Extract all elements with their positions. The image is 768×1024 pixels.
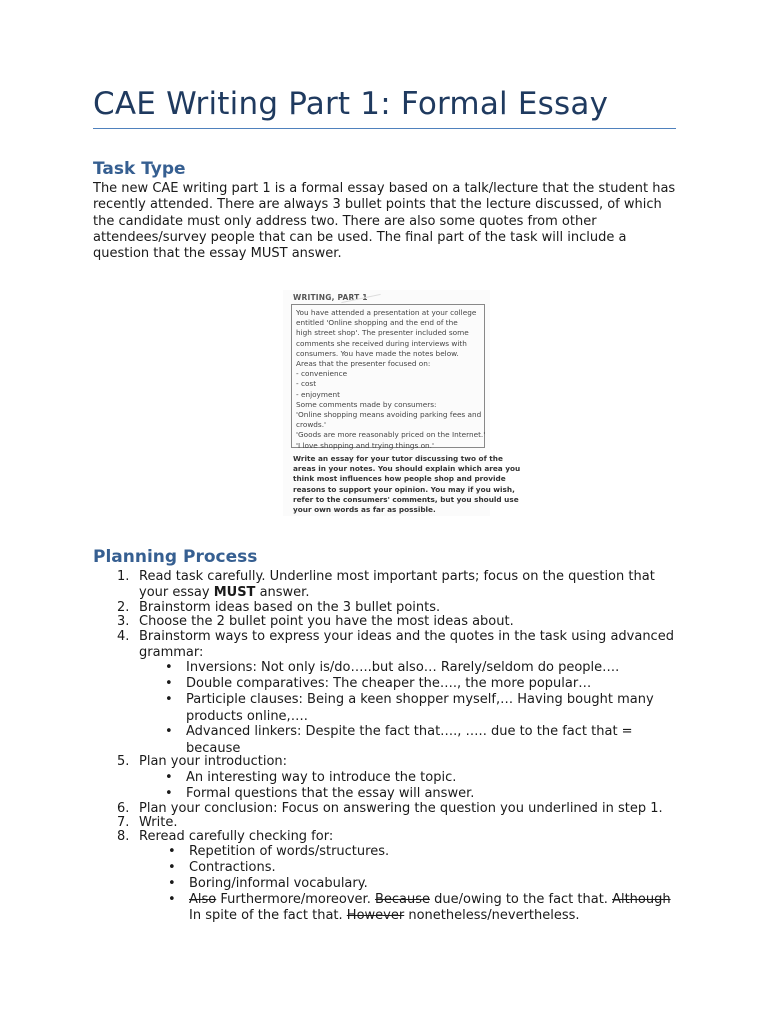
figure-box-line: - cost bbox=[296, 379, 317, 389]
planning-heading: Planning Process bbox=[93, 547, 258, 567]
step-number: 2. bbox=[117, 600, 130, 615]
bullet-mark: • bbox=[168, 876, 176, 891]
figure-box-line: entitled 'Online shopping and the end of the bbox=[296, 318, 458, 328]
bullet-mark: • bbox=[165, 692, 173, 707]
figure-instruction-line: Write an essay for your tutor discussing two of the bbox=[293, 454, 503, 463]
figure-box-line: consumers. You have made the notes below. bbox=[296, 348, 459, 358]
figure-task-box bbox=[291, 304, 485, 448]
step-text: Brainstorm ways to express your ideas and the quotes in the task using advanced bbox=[139, 629, 674, 644]
figure-instruction-line: think most influences how people shop and provide bbox=[293, 474, 506, 484]
figure-instruction-line: reasons to support your opinion. You may if you wish, bbox=[293, 484, 515, 494]
task-example-image bbox=[283, 290, 521, 516]
struck-word: Also bbox=[189, 892, 217, 907]
bullet-text: Advanced linkers: Despite the fact that…., ….. due to the fact that = bbox=[186, 724, 633, 739]
figure-heading: WRITING, PART 1 bbox=[293, 293, 368, 302]
title-underline bbox=[93, 128, 676, 129]
step-text: Choose the 2 bullet point you have the most ideas about. bbox=[139, 614, 514, 629]
bullet-text: Also Furthermore/moreover. Because due/owing to the fact that. Although bbox=[189, 892, 671, 907]
task-type-heading: Task Type bbox=[93, 159, 186, 179]
figure-box-line: Areas that the presenter focused on: bbox=[296, 359, 431, 369]
task-type-line: question that the essay MUST answer. bbox=[93, 246, 342, 262]
figure-box-line: - enjoyment bbox=[296, 389, 340, 399]
bullet-mark: • bbox=[168, 892, 176, 907]
task-type-line: The new CAE writing part 1 is a formal essay based on a talk/lecture that the student has bbox=[93, 181, 676, 196]
step-number: 3. bbox=[117, 614, 130, 629]
bullet-text: In spite of the fact that. However nonetheless/nevertheless. bbox=[189, 908, 580, 923]
struck-word: However bbox=[346, 908, 405, 923]
figure-box-line: 'Online shopping means avoiding parking fees and bbox=[296, 410, 482, 420]
bullet-mark: • bbox=[165, 786, 173, 801]
step-text: Brainstorm ideas based on the 3 bullet points. bbox=[139, 600, 441, 615]
bullet-text: An interesting way to introduce the topic. bbox=[186, 770, 457, 785]
step-number: 8. bbox=[117, 829, 130, 844]
figure-box-line: You have attended a presentation at your college bbox=[296, 308, 477, 317]
bullet-text: Double comparatives: The cheaper the…., the more popular… bbox=[186, 676, 592, 691]
bullet-text: Inversions: Not only is/do…..but also… Rarely/seldom do people…. bbox=[186, 660, 620, 675]
step-number: 4. bbox=[117, 629, 130, 644]
step-text: grammar: bbox=[139, 645, 204, 660]
page-title: CAE Writing Part 1: Formal Essay bbox=[93, 86, 609, 122]
figure-box-line: - convenience bbox=[296, 369, 348, 379]
figure-box-line: comments she received during interviews with bbox=[296, 338, 467, 348]
step-text: your essay MUST answer. bbox=[139, 585, 310, 600]
bullet-text: Boring/informal vocabulary. bbox=[189, 876, 368, 891]
bullet-text: because bbox=[186, 741, 241, 756]
figure-instruction-line: refer to the consumers' comments, but you should use bbox=[293, 494, 519, 504]
step-number: 6. bbox=[117, 801, 130, 816]
figure-box-line: 'Goods are more reasonably priced on the Internet.' bbox=[296, 430, 486, 440]
figure-box-line: crowds.' bbox=[296, 420, 327, 430]
bullet-mark: • bbox=[168, 860, 176, 875]
step-text: Plan your conclusion: Focus on answering the question you underlined in step 1. bbox=[139, 801, 663, 816]
step-text: Write. bbox=[139, 815, 178, 830]
bullet-mark: • bbox=[165, 770, 173, 785]
struck-word: Because bbox=[374, 892, 431, 907]
bullet-mark: • bbox=[165, 660, 173, 675]
task-type-paragraph bbox=[93, 181, 678, 262]
bullet-text: Formal questions that the essay will answer. bbox=[186, 786, 475, 801]
struck-word: Although bbox=[612, 892, 671, 907]
emphasis-must: MUST bbox=[213, 585, 256, 600]
step-text: Reread carefully checking for: bbox=[139, 829, 334, 844]
bullet-mark: • bbox=[165, 724, 173, 739]
step-text: Plan your introduction: bbox=[139, 754, 288, 769]
bullet-text: Repetition of words/structures. bbox=[189, 844, 390, 859]
step-number: 5. bbox=[117, 754, 130, 769]
step-number: 1. bbox=[117, 569, 130, 584]
figure-instructions bbox=[293, 454, 521, 515]
task-type-line: recently attended. There are always 3 bullet points that the lecture discussed, of which bbox=[93, 197, 662, 213]
step-number: 7. bbox=[117, 815, 130, 830]
step-text: Read task carefully. Underline most important parts; focus on the question that bbox=[139, 569, 655, 584]
bullet-mark: • bbox=[165, 676, 173, 691]
figure-box-line: high street shop'. The presenter included some bbox=[296, 328, 469, 338]
task-type-line: the candidate must only address two. There are also some quotes from other bbox=[93, 213, 597, 229]
task-type-line: attendees/survey people that can be used. The final part of the task will include a bbox=[93, 229, 627, 245]
figure-box-line: 'I love shopping and trying things on.' bbox=[296, 440, 434, 450]
bullet-text: Participle clauses: Being a keen shopper myself,… Having bought many bbox=[186, 692, 654, 707]
figure-box-line: Some comments made by consumers: bbox=[296, 399, 437, 409]
bullet-text: Contractions. bbox=[189, 860, 276, 875]
figure-instruction-line: your own words as far as possible. bbox=[293, 505, 436, 515]
figure-instruction-line: areas in your notes. You should explain which area you bbox=[293, 464, 521, 474]
bullet-text: products online,…. bbox=[186, 709, 308, 724]
bullet-mark: • bbox=[168, 844, 176, 859]
